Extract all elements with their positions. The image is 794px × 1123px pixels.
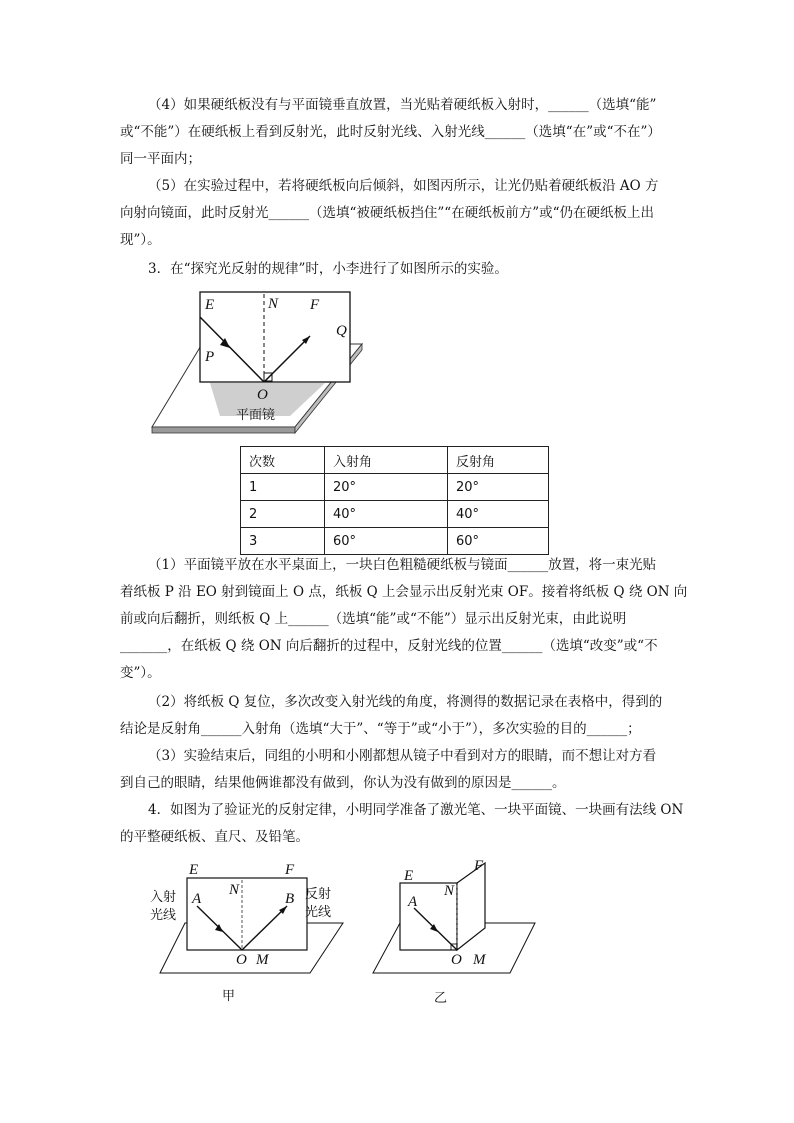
q2-part5 [120,173,680,254]
q3-part1 [120,552,688,687]
table-cell: 20° [325,474,448,501]
reflected-label-1: 反射 [305,887,332,902]
q2-part4-line3: 同一平面内； [120,151,201,167]
figure-caption-yi: 乙 [434,991,448,1006]
q2-part5-line3: 现”）。 [120,232,161,248]
q3-part3-line1: （3）实验结束后，同组的小明和小刚都想从镜子中看到对方的眼睛，而不想让对方看 [148,748,657,764]
q2-part5-line1: （5）在实验过程中，若将硬纸板向后倾斜，如图丙所示，让光仍贴着硬纸板沿 AO 方 [148,178,659,194]
incident-label-2: 光线 [150,908,177,923]
label-F: F [310,297,320,313]
label-F: F [474,858,484,874]
label-M: M [256,952,269,968]
label-F: F [285,862,295,878]
table-row [241,501,549,528]
label-O: O [451,952,462,968]
table-cell: 60° [325,528,448,555]
table-header-cell: 入射角 [325,447,448,474]
table-cell: 2 [241,501,325,528]
table-cell: 3 [241,528,325,555]
q3-figure [150,288,370,438]
q4-line1: 4．如图为了验证光的反射定律，小明同学准备了激光笔、一块平面镜、一块画有法线 ON [148,802,684,818]
label-N: N [229,882,240,898]
table-row [241,528,549,555]
q3-part1-line2: 着纸板 P 沿 EO 射到镜面上 O 点，纸板 Q 上会显示出反射光束 OF。接着将纸板 Q 绕 ON 向 [120,584,688,600]
label-A: A [408,894,418,910]
q4-line2: 的平整硬纸板、直尺、及铅笔。 [120,829,309,845]
label-O: O [257,387,268,403]
label-A: A [192,891,202,907]
q3-part1-line1: （1）平面镜平放在水平桌面上，一块白色粗糙硬纸板与镜面______放置，将一束光贴 [148,557,657,573]
table-cell: 20° [448,474,549,501]
q4-figure-yi [370,858,550,1008]
table-cell: 1 [241,474,325,501]
figure-caption-jia: 甲 [222,989,236,1004]
mirror-label: 平面镜 [236,408,276,423]
q3-part2 [120,689,680,743]
table-row [241,474,549,501]
q2-part4 [120,92,680,173]
q3-part3-line2: 到自己的眼睛，结果他俩谁都没有做到，你认为没有做到的原因是______。 [120,775,566,791]
incident-label-1: 入射 [150,890,177,905]
label-E: E [404,868,414,884]
q2-part5-line2: 向射向镜面，此时反射光______（选填“被硬纸板挡住”“在硬纸板前方”或“仍在硬纸板上出 [120,205,655,221]
table-header-row [241,447,549,474]
label-E: E [205,297,215,313]
label-B: B [285,891,295,907]
table-cell: 60° [448,528,549,555]
table-header-cell: 反射角 [448,447,549,474]
label-M: M [473,952,486,968]
q3-part3 [120,743,680,797]
label-Q: Q [336,323,347,339]
q3-part1-line5: 变”）。 [120,665,161,681]
q3-part1-line3: 前或向后翻折，则纸板 Q 上______（选填“能”或“不能”）显示出反射光束，由此说明 [120,611,627,627]
q4-figure-jia [145,858,345,1008]
table-cell: 40° [325,501,448,528]
table-header-cell: 次数 [241,447,325,474]
label-N: N [444,883,455,899]
reflected-label-2: 光线 [305,905,332,920]
q3-intro [120,256,680,283]
q4-intro [120,797,684,851]
label-O: O [236,952,247,968]
mirror-front-edge [152,427,295,433]
table-cell: 40° [448,501,549,528]
q3-part1-line4: _______，在纸板 Q 绕 ON 向后翻折的过程中，反射光线的位置______（选填“改变”或“不 [120,638,658,654]
q2-part4-line2: 或“不能”）在硬纸板上看到反射光，此时反射光线、入射光线______（选填“在”或“不在”） [120,124,661,140]
label-P: P [205,349,215,365]
q2-part4-line1: （4）如果硬纸板没有与平面镜垂直放置，当光贴着硬纸板入射时，______（选填“能” [148,97,657,113]
q3-data-table [240,446,549,555]
q3-part2-line2: 结论是反射角______入射角（选填“大于”、“等于”或“小于”），多次实验的目的______； [120,721,641,737]
label-N: N [268,296,279,312]
q3-part2-line1: （2）将纸板 Q 复位，多次改变入射光线的角度，将测得的数据记录在表格中，得到的 [148,694,663,710]
q3-intro-text: 3．在“探究光反射的规律”时，小李进行了如图所示的实验。 [148,261,508,277]
label-E: E [189,862,199,878]
